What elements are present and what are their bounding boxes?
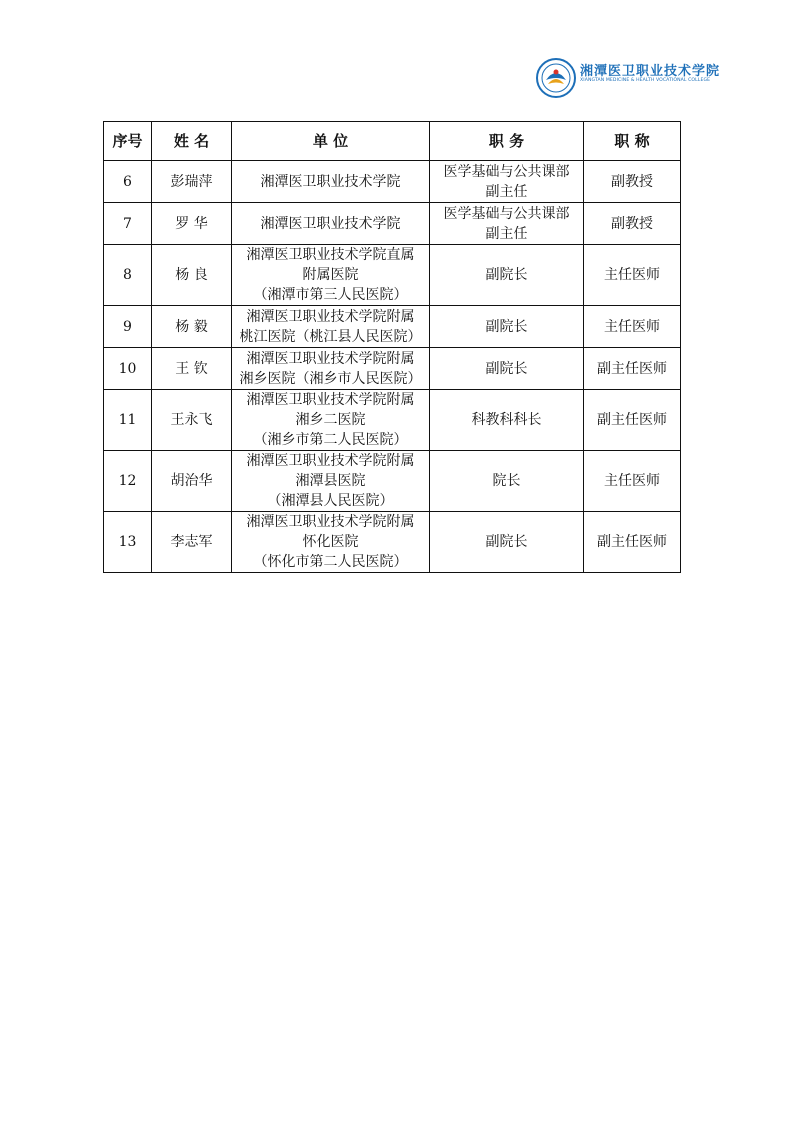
cell-unit: 湘潭医卫职业技术学院 [232,161,430,203]
cell-no: 12 [104,451,152,512]
header-no: 序号 [104,122,152,161]
cell-title: 副主任医师 [584,512,681,573]
cell-unit: 湘潭医卫职业技术学院附属 桃江医院（桃江县人民医院） [232,306,430,348]
cell-title: 副主任医师 [584,348,681,390]
cell-no: 10 [104,348,152,390]
staff-table [103,121,681,573]
cell-role: 医学基础与公共课部 副主任 [430,161,584,203]
cell-unit: 湘潭医卫职业技术学院附属 湘潭县医院 （湘潭县人民医院） [232,451,430,512]
cell-no: 7 [104,203,152,245]
cell-role: 院长 [430,451,584,512]
cell-name: 罗 华 [152,203,232,245]
header-title: 职 称 [584,122,681,161]
cell-role: 副院长 [430,512,584,573]
cell-unit: 湘潭医卫职业技术学院 [232,203,430,245]
cell-no: 8 [104,245,152,306]
header-name: 姓 名 [152,122,232,161]
cell-title: 副主任医师 [584,390,681,451]
cell-role: 医学基础与公共课部 副主任 [430,203,584,245]
cell-no: 11 [104,390,152,451]
cell-title: 主任医师 [584,245,681,306]
header-unit: 单 位 [232,122,430,161]
cell-unit: 湘潭医卫职业技术学院附属 湘乡二医院 （湘乡市第二人民医院） [232,390,430,451]
table-row [104,451,681,512]
cell-role: 副院长 [430,348,584,390]
cell-name: 胡治华 [152,451,232,512]
cell-name: 彭瑞萍 [152,161,232,203]
college-logo [536,58,721,100]
table-header-row [104,122,681,161]
table-row [104,203,681,245]
header-role: 职 务 [430,122,584,161]
table-row [104,306,681,348]
cell-title: 副教授 [584,203,681,245]
cell-unit: 湘潭医卫职业技术学院附属 怀化医院 （怀化市第二人民医院） [232,512,430,573]
table-row [104,512,681,573]
cell-name: 李志军 [152,512,232,573]
cell-role: 科教科科长 [430,390,584,451]
cell-unit: 湘潭医卫职业技术学院附属 湘乡医院（湘乡市人民医院） [232,348,430,390]
logo-title: 湘潭医卫职业技术学院 [580,64,721,79]
cell-no: 9 [104,306,152,348]
logo-subtitle: XIANGTAN MEDICINE & HEALTH VOCATIONAL COLLEGE [580,78,711,83]
table-row [104,161,681,203]
cell-title: 主任医师 [584,306,681,348]
cell-name: 杨 良 [152,245,232,306]
cell-title: 主任医师 [584,451,681,512]
table-row [104,348,681,390]
cell-unit: 湘潭医卫职业技术学院直属 附属医院 （湘潭市第三人民医院） [232,245,430,306]
cell-name: 王 钦 [152,348,232,390]
cell-role: 副院长 [430,306,584,348]
cell-name: 杨 毅 [152,306,232,348]
cell-no: 13 [104,512,152,573]
cell-role: 副院长 [430,245,584,306]
table-row [104,390,681,451]
table-row [104,245,681,306]
college-emblem-icon [536,58,576,98]
cell-name: 王永飞 [152,390,232,451]
cell-no: 6 [104,161,152,203]
cell-title: 副教授 [584,161,681,203]
